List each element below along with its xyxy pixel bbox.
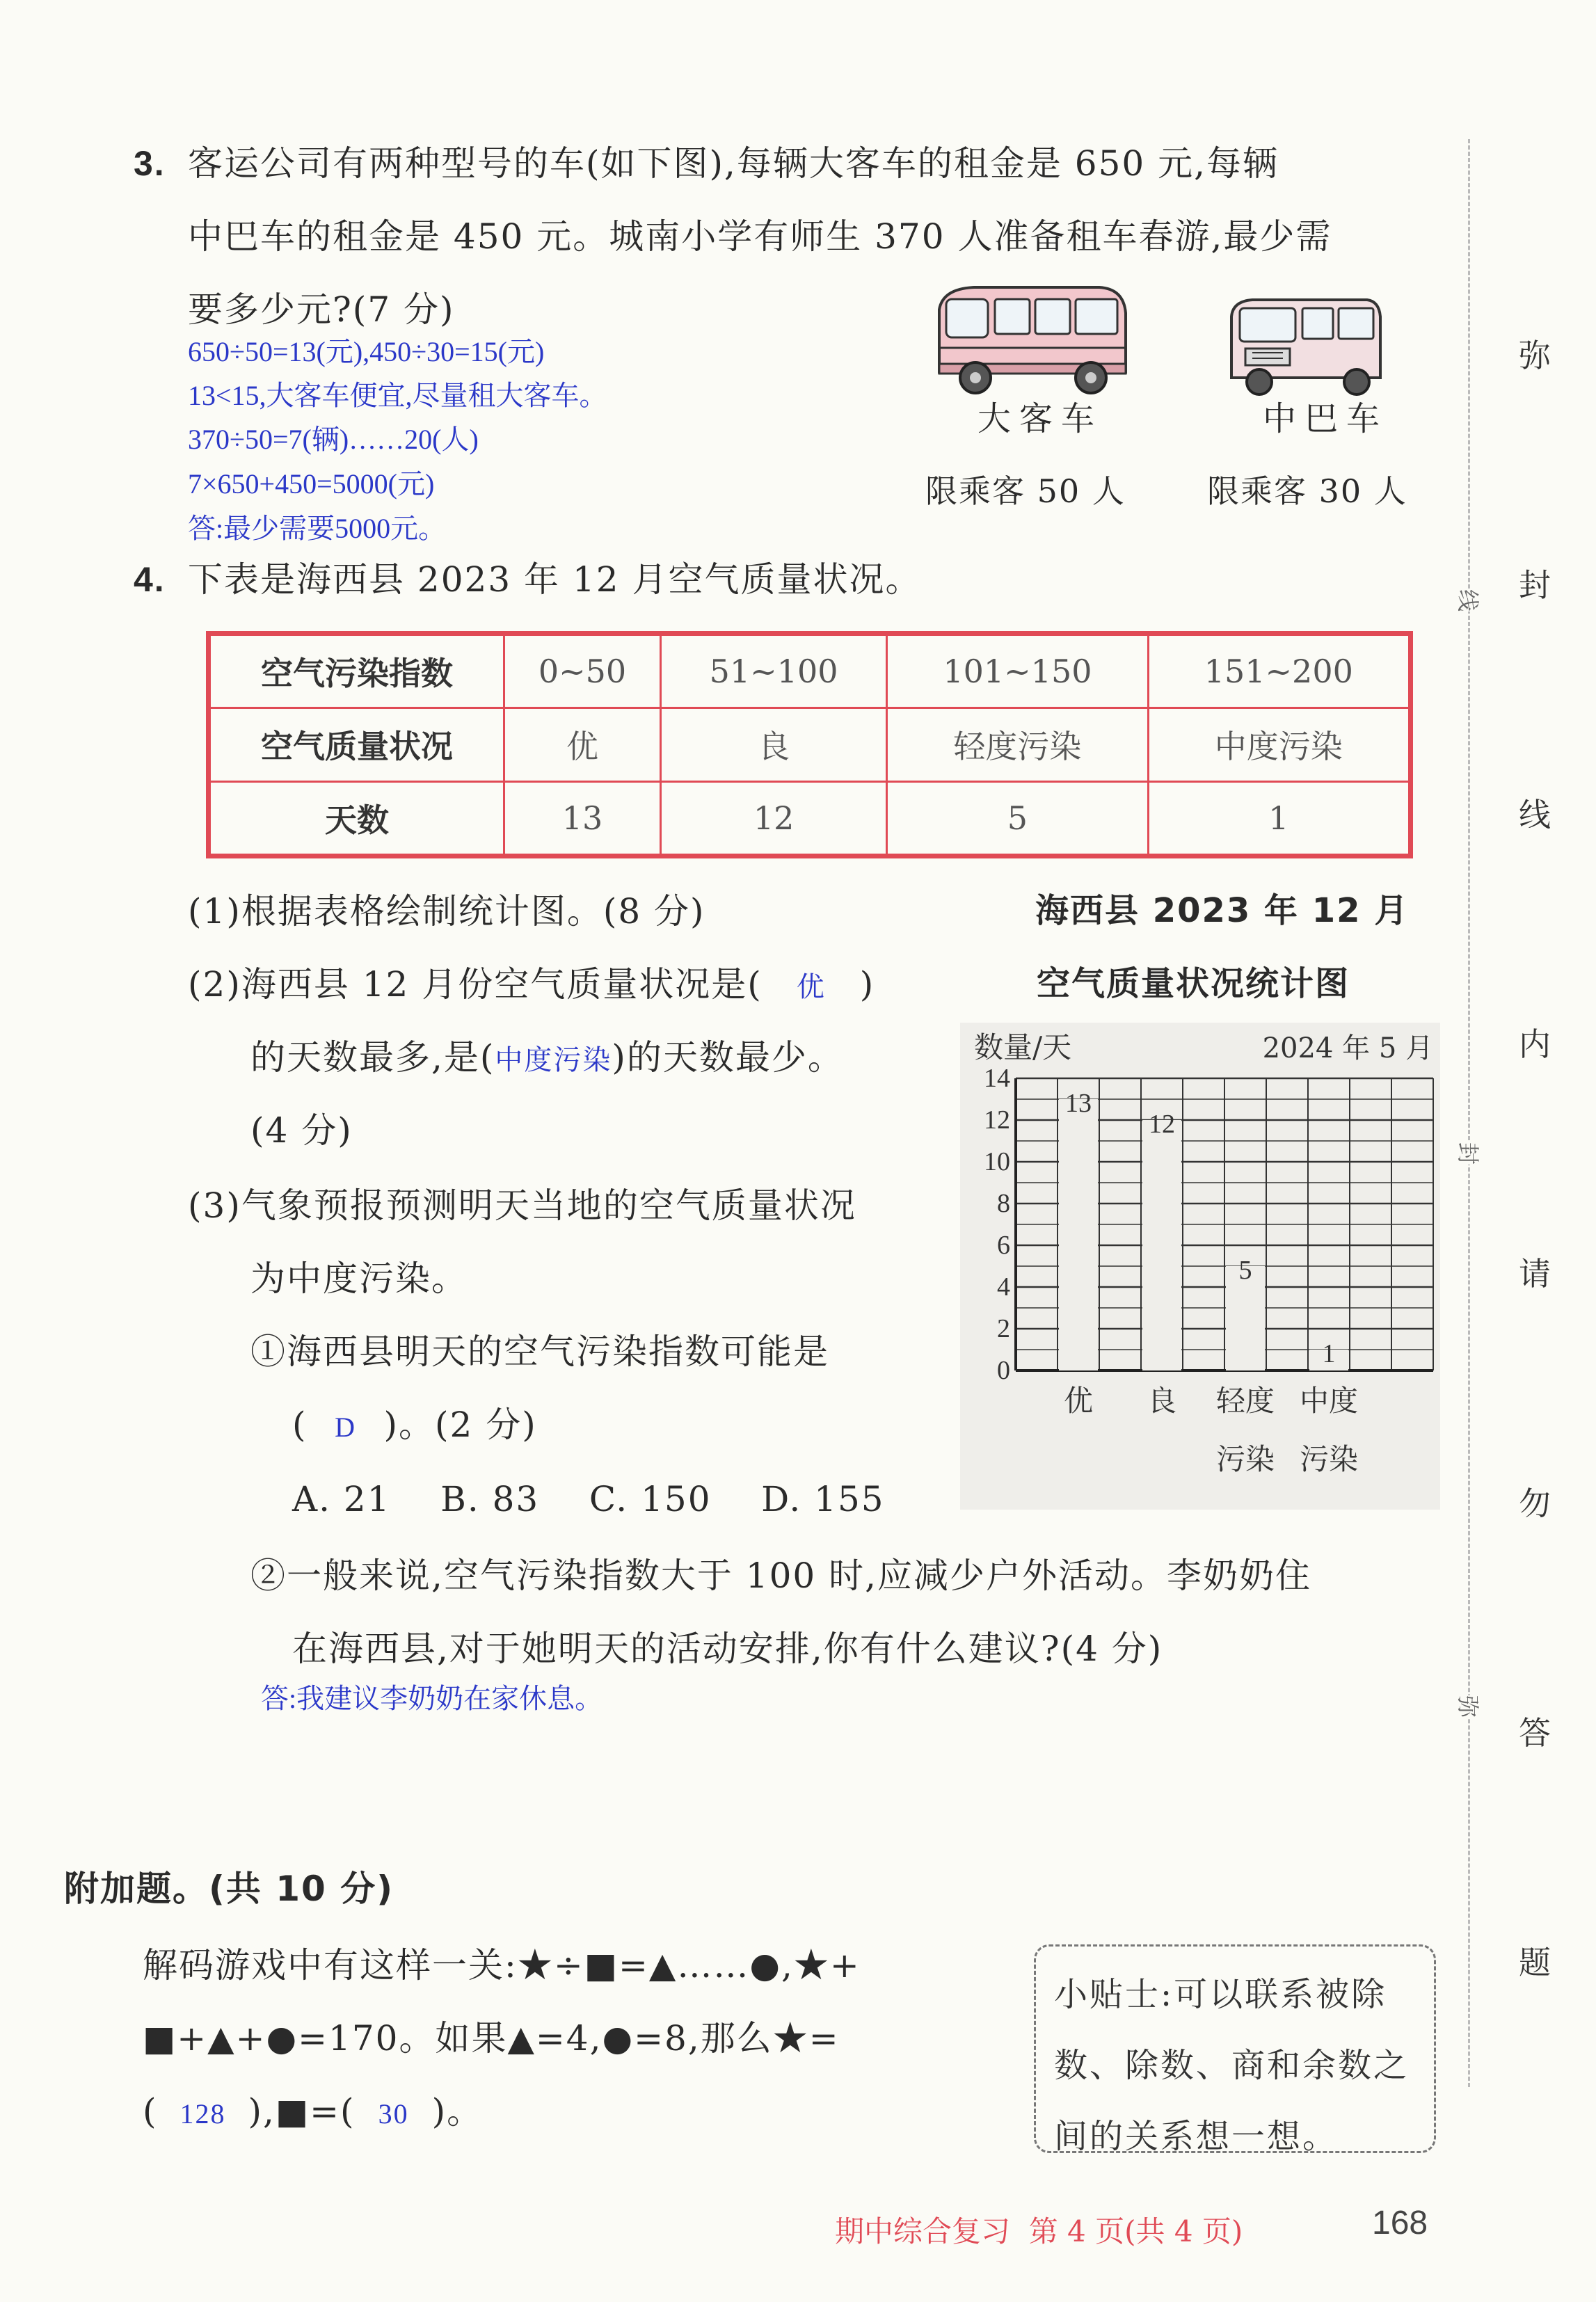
bonus-line-2: ■+▲+●=170。如果▲=4,●=8,那么★= [143, 2018, 840, 2059]
bonus-title: 附加题。(共 10 分) [64, 1869, 394, 1909]
page-number: 168 [1372, 2205, 1428, 2241]
margin-small-char: 弥 [1453, 1695, 1485, 1718]
table-cell: 5 [887, 781, 1148, 854]
q3-line3: 要多少元?(7 分) [188, 289, 455, 330]
table-row [210, 781, 1410, 854]
table-cell: 1 [1148, 781, 1409, 854]
q4-options: A. 21 B. 83 C. 150 D. 155 [292, 1479, 885, 1519]
table-row [210, 708, 1410, 781]
mini-bus-illustration [1224, 296, 1384, 400]
table-row [210, 635, 1410, 708]
table-cell: 空气质量状况 [210, 708, 504, 781]
table-cell: 良 [660, 708, 886, 781]
q4-part3-text-2: 为中度污染。 [250, 1258, 468, 1299]
margin-char: 弥 [1519, 337, 1551, 374]
q4-part3-text-1: (3)气象预报预测明天当地的空气质量状况 [188, 1185, 856, 1226]
footer-text: 期中综合复习 第 4 页(共 4 页) [835, 2214, 1243, 2248]
table-cell: 优 [504, 708, 661, 781]
margin-char: 线 [1519, 796, 1551, 833]
y-tick-label: 2 [997, 1314, 1010, 1343]
q3-line2: 中巴车的租金是 450 元。城南小学有师生 370 人准备租车春游,最少需 [188, 216, 1332, 257]
bonus-paren-open: ( [143, 2091, 158, 2132]
table-cell: 13 [504, 781, 661, 854]
table-cell: 101~150 [887, 635, 1148, 708]
y-tick-label: 10 [984, 1147, 1010, 1176]
y-tick-label: 14 [984, 1064, 1010, 1093]
tip-line-1: 小贴士:可以联系被除 [1054, 1975, 1387, 2014]
chart-title: 海西县 2023 年 12 月 [1035, 891, 1410, 930]
bonus-mid-text: ),■=( [248, 2091, 356, 2132]
q4-part3-answer: D [335, 1412, 356, 1443]
q3-answer-4: 7×650+450=5000(元) [188, 468, 435, 499]
table-cell: 51~100 [660, 635, 886, 708]
chart-subtitle: 空气质量状况统计图 [1037, 964, 1350, 1003]
margin-small-char: 封 [1453, 1142, 1485, 1165]
margin-char: 勿 [1519, 1485, 1551, 1522]
big-bus-illustration [925, 282, 1134, 400]
q3-answer-5: 答:最少需要5000元。 [188, 513, 447, 544]
air-quality-table [206, 631, 1413, 858]
bonus-answer-square: 30 [378, 2098, 409, 2129]
mini-bus-name: 中巴车 [1263, 399, 1389, 438]
table-cell: 151~200 [1148, 635, 1409, 708]
y-tick-label: 12 [984, 1105, 1010, 1135]
q4-part2-score: (4 分) [250, 1110, 353, 1151]
q3-number: 3. [134, 144, 166, 183]
q4-number: 4. [134, 560, 166, 599]
x-tick-label: 污染 [1299, 1442, 1359, 1476]
x-tick-label: 轻度 [1215, 1384, 1275, 1418]
q4-part1: (1)根据表格绘制统计图。(8 分) [188, 891, 705, 932]
q4-part2-text-3: )的天数最少。 [612, 1037, 844, 1078]
bar-value-label: 13 [1065, 1089, 1092, 1118]
table-cell: 天数 [210, 781, 504, 854]
q3-answer-3: 370÷50=7(辆)……20(人) [188, 424, 479, 455]
mini-bus-capacity: 限乘客 30 人 [1207, 472, 1407, 510]
q4-part2-answer-2: 中度污染 [495, 1044, 612, 1076]
q4-part4-text-1: ②一般来说,空气污染指数大于 100 时,应减少户外活动。李奶奶住 [250, 1556, 1312, 1596]
q3-answer-2: 13<15,大客车便宜,尽量租大客车。 [188, 380, 607, 411]
margin-char: 内 [1519, 1025, 1551, 1063]
margin-char: 请 [1519, 1255, 1551, 1293]
q4-part2-text: (2)海西县 12 月份空气质量状况是( [188, 964, 763, 1005]
q4-part3-text-3: ①海西县明天的空气污染指数可能是 [250, 1332, 829, 1372]
bar-优 [1059, 1099, 1098, 1370]
table-cell: 空气污染指数 [210, 635, 504, 708]
bonus-end-text: )。 [431, 2091, 484, 2132]
bar-value-label: 1 [1322, 1339, 1336, 1368]
tip-line-3: 间的关系想一想。 [1054, 2117, 1339, 2156]
margin-char: 题 [1519, 1944, 1551, 1981]
q4-intro: 下表是海西县 2023 年 12 月空气质量状况。 [188, 559, 922, 600]
q3-answer-1: 650÷50=13(元),450÷30=15(元) [188, 336, 545, 367]
bonus-answer-star: 128 [179, 2098, 226, 2129]
seal-line [1468, 139, 1476, 2087]
q4-part4-text-2: 在海西县,对于她明天的活动安排,你有什么建议?(4 分) [292, 1629, 1163, 1669]
tip-line-2: 数、除数、商和余数之 [1054, 2046, 1410, 2085]
big-bus-name: 大客车 [977, 399, 1103, 438]
chart-date: 2024 年 5 月 [1262, 1032, 1433, 1064]
q4-part2-text-2: 的天数最多,是( [250, 1037, 495, 1078]
margin-char: 答 [1519, 1714, 1551, 1752]
q4-part3-paren: ( [292, 1405, 308, 1445]
margin-char: 封 [1519, 566, 1551, 604]
big-bus-capacity: 限乘客 50 人 [925, 472, 1126, 510]
bar-value-label: 12 [1149, 1110, 1175, 1139]
table-cell: 12 [660, 781, 886, 854]
table-cell: 0~50 [504, 635, 661, 708]
x-tick-label: 污染 [1215, 1442, 1275, 1476]
bar-良 [1142, 1120, 1181, 1370]
tip-box [1034, 1944, 1436, 2156]
margin-small-char: 线 [1453, 589, 1485, 612]
table-cell: 轻度污染 [887, 708, 1148, 781]
y-tick-label: 4 [997, 1272, 1010, 1302]
y-tick-label: 0 [997, 1356, 1010, 1385]
q4-part3-score: )。(2 分) [383, 1405, 537, 1445]
y-axis-label: 数量/天 [974, 1030, 1072, 1064]
y-tick-label: 6 [997, 1231, 1010, 1260]
bonus-line-1: 解码游戏中有这样一关:★÷■=▲……●,★+ [143, 1945, 861, 1985]
bar-value-label: 5 [1238, 1256, 1252, 1285]
x-tick-label: 中度 [1299, 1384, 1359, 1418]
bar-chart [960, 1023, 1440, 1510]
table-cell: 中度污染 [1148, 708, 1409, 781]
x-tick-label: 优 [1063, 1384, 1094, 1418]
x-tick-label: 良 [1147, 1384, 1177, 1418]
y-tick-label: 8 [997, 1189, 1010, 1218]
q4-part2-answer-1: 优 [796, 971, 826, 1002]
q3-line1: 客运公司有两种型号的车(如下图),每辆大客车的租金是 650 元,每辆 [188, 143, 1279, 184]
q4-part4-answer: 答:我建议李奶奶在家休息。 [261, 1683, 603, 1714]
